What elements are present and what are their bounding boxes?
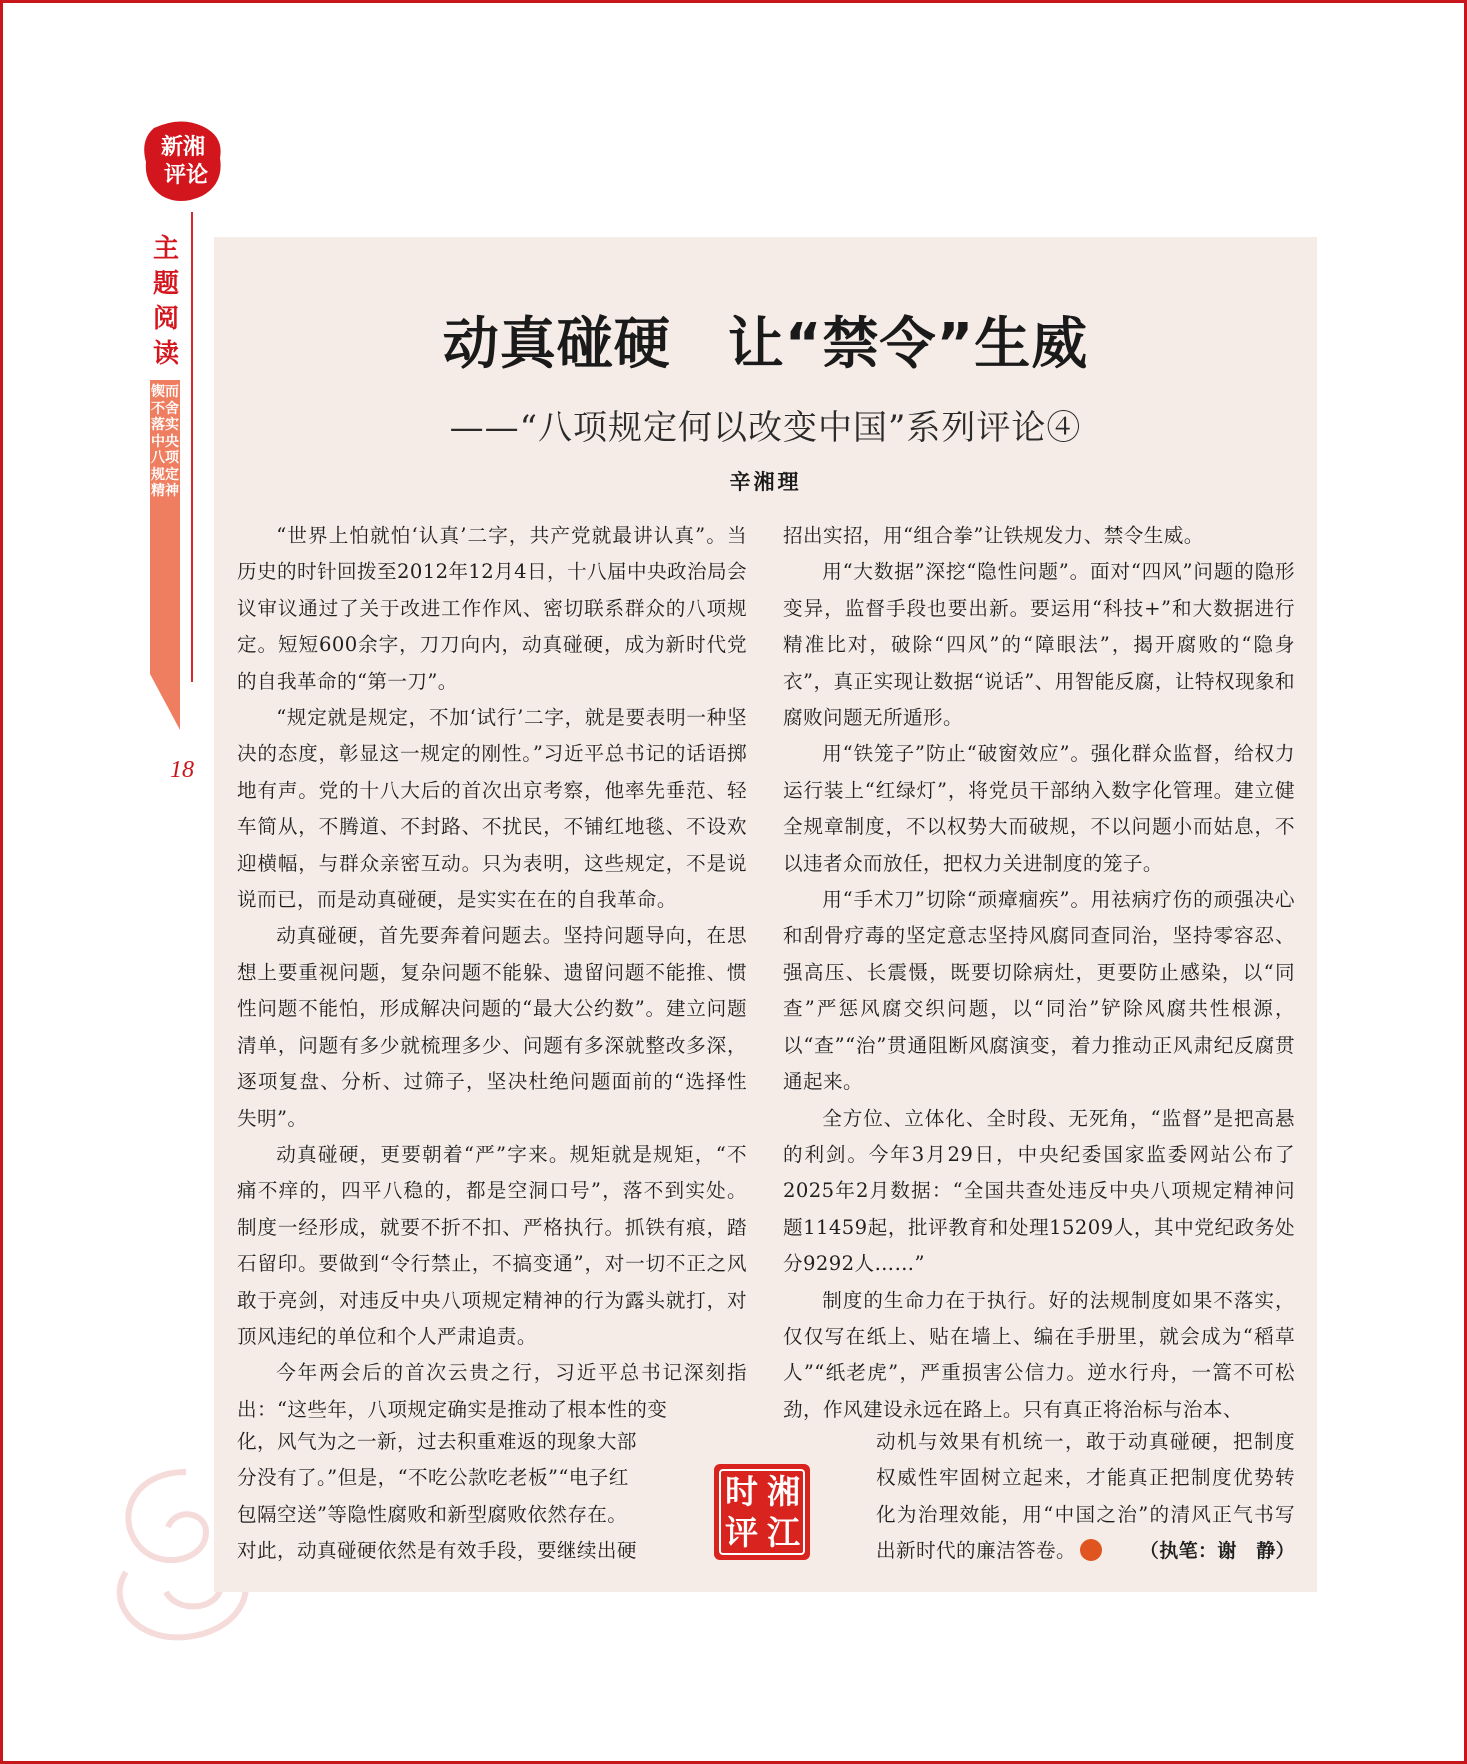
end-mark-icon [1080, 1539, 1102, 1561]
closing-text: 动机与效果有机统一，敢于动真碰硬，把制度权威性牢固树立起来，才能真正把制度优势转化为治理效能，用“中国之治”的清风正气书写出新时代的廉洁答卷。 [876, 1430, 1295, 1563]
magazine-logo [140, 118, 226, 204]
article-title: 动真碰硬 让“禁令”生威 [442, 312, 1089, 377]
logo-text-bottom: 评论 [163, 163, 209, 188]
stamp-char: 时 [725, 1472, 758, 1511]
paragraph: 动真碰硬，首先要奔着问题去。坚持问题导向，在思想上要重视问题，复杂问题不能躲、遗留问题不能推、惯性问题不能怕，形成解决问题的“最大公约数”。建立问题清单，问题有多少就梳理多少、问题有多深就整改多深，逐项复盘、分析、过筛子，坚决杜绝问题面前的“选择性失明”。 [237, 924, 747, 1130]
paragraph-line: 化，风气为之一新，过去积重难返的现象大部 [237, 1430, 637, 1453]
page-number: 18 [170, 757, 194, 783]
left-column [237, 518, 747, 1428]
paragraph: “规定就是规定，不加‘试行’二字，就是要表明一种坚决的态度，彰显这一规定的刚性。”习近平总书记的话语掷地有声。党的十八大后的首次出京考察，他率先垂范、轻车简从，不腾道、不封路、不扰民，不铺红地毯、不设欢迎横幅，与群众亲密互动。只为表明，这些规定，不是说说而已，而是动真碰硬，是实实在在的自我革命。 [237, 706, 747, 912]
paragraph-line: 分没有了。”但是，“不吃公款吃老板”“电子红 [237, 1466, 629, 1490]
right-column [783, 518, 1295, 1428]
paragraph-continued: 招出实招，用“组合拳”让铁规发力、禁令生威。 [783, 524, 1204, 547]
paragraph: 动真碰硬，更要朝着“严”字来。规矩就是规矩，“不痛不痒的，四平八稳的，都是空洞口号”，落不到实处。制度一经形成，就要不折不扣、严格执行。抓铁有痕，踏石留印。要做到“令行禁止，不搞变通”，对一切不正之风敢于亮剑，对违反中央八项规定精神的行为露头就打，对顶风违纪的单位和个人严肃追责。 [237, 1142, 747, 1348]
sidebar-rule [191, 212, 193, 682]
paragraph: 今年两会后的首次云贵之行，习近平总书记深刻指出：“这些年，八项规定确实是推动了根本性的变 [237, 1361, 747, 1421]
article-subtitle: ——“八项规定何以改变中国”系列评论④ [449, 408, 1082, 448]
right-column-tail [876, 1424, 1295, 1570]
left-column-tail [237, 1424, 667, 1570]
paragraph: 用“大数据”深挖“隐性问题”。面对“四风”问题的隐形变异，监督手段也要出新。要运用“科技+”和大数据进行精准比对，破除“四风”的“障眼法”，揭开腐败的“隐身衣”，真正实现让数据“说话”、用智能反腐，让特权现象和腐败问题无所遁形。 [783, 560, 1295, 730]
subsection-label: 锲而不舍落实中央八项规定精神 [151, 384, 179, 499]
paragraph: 制度的生命力在于执行。好的法规制度如果不落实，仅仅写在纸上、贴在墙上、编在手册里，就会成为“稻草人”“纸老虎”，严重损害公信力。逆水行舟，一篙不可松劲，作风建设永远在路上。只有真正将治标与治本、 [783, 1288, 1295, 1421]
logo-text-top: 新湘 [160, 135, 206, 160]
article-author: 辛湘理 [729, 470, 802, 494]
column-stamp [714, 1464, 810, 1560]
stamp-char: 江 [767, 1513, 800, 1552]
paragraph: 用“铁笼子”防止“破窗效应”。强化群众监督，给权力运行装上“红绿灯”，将党员干部纳入数字化管理。建立健全规章制度，不以权势大而破规，不以问题小而姑息，不以违者众而放任，把权力关进制度的笼子。 [783, 742, 1295, 875]
stamp-char: 评 [725, 1513, 758, 1552]
stamp-char: 湘 [767, 1472, 800, 1511]
paragraph: “世界上怕就怕‘认真’二字，共产党就最讲认真”。当历史的时针回拨至2012年12月4日，十八届中央政治局会议审议通过了关于改进工作作风、密切联系群众的八项规定。短短600余字，刀刀向内，动真碰硬，成为新时代党的自我革命的“第一刀”。 [237, 524, 747, 693]
paragraph-line: 对此，动真碰硬依然是有效手段，要继续出硬 [237, 1539, 637, 1563]
section-label: 主题阅读 [152, 234, 179, 369]
paragraph-line: 包隔空送”等隐性腐败和新型腐败依然存在。 [237, 1502, 628, 1526]
closing-paragraph [876, 1424, 1295, 1570]
paragraph: 全方位、立体化、全时段、无死角，“监督”是把高悬的利剑。今年3月29日，中央纪委国家监委网站公布了2025年2月数据：“全国共查处违反中央八项规定精神问题11459起，批评教育和处理15209人，其中党纪政务处分9292人……” [783, 1106, 1295, 1276]
byline: （执笔：谢 静） [1139, 1540, 1295, 1563]
paragraph: 用“手术刀”切除“顽瘴痼疾”。用祛病疗伤的顽强决心和刮骨疗毒的坚定意志坚持风腐同查同治，坚持零容忍、强高压、长震慑，既要切除病灶，更要防止感染，以“同查”严惩风腐交织问题，以“同治”铲除风腐共性根源，以“查”“治”贯通阻断风腐演变，着力推动正风肃纪反腐贯通起来。 [783, 888, 1295, 1094]
